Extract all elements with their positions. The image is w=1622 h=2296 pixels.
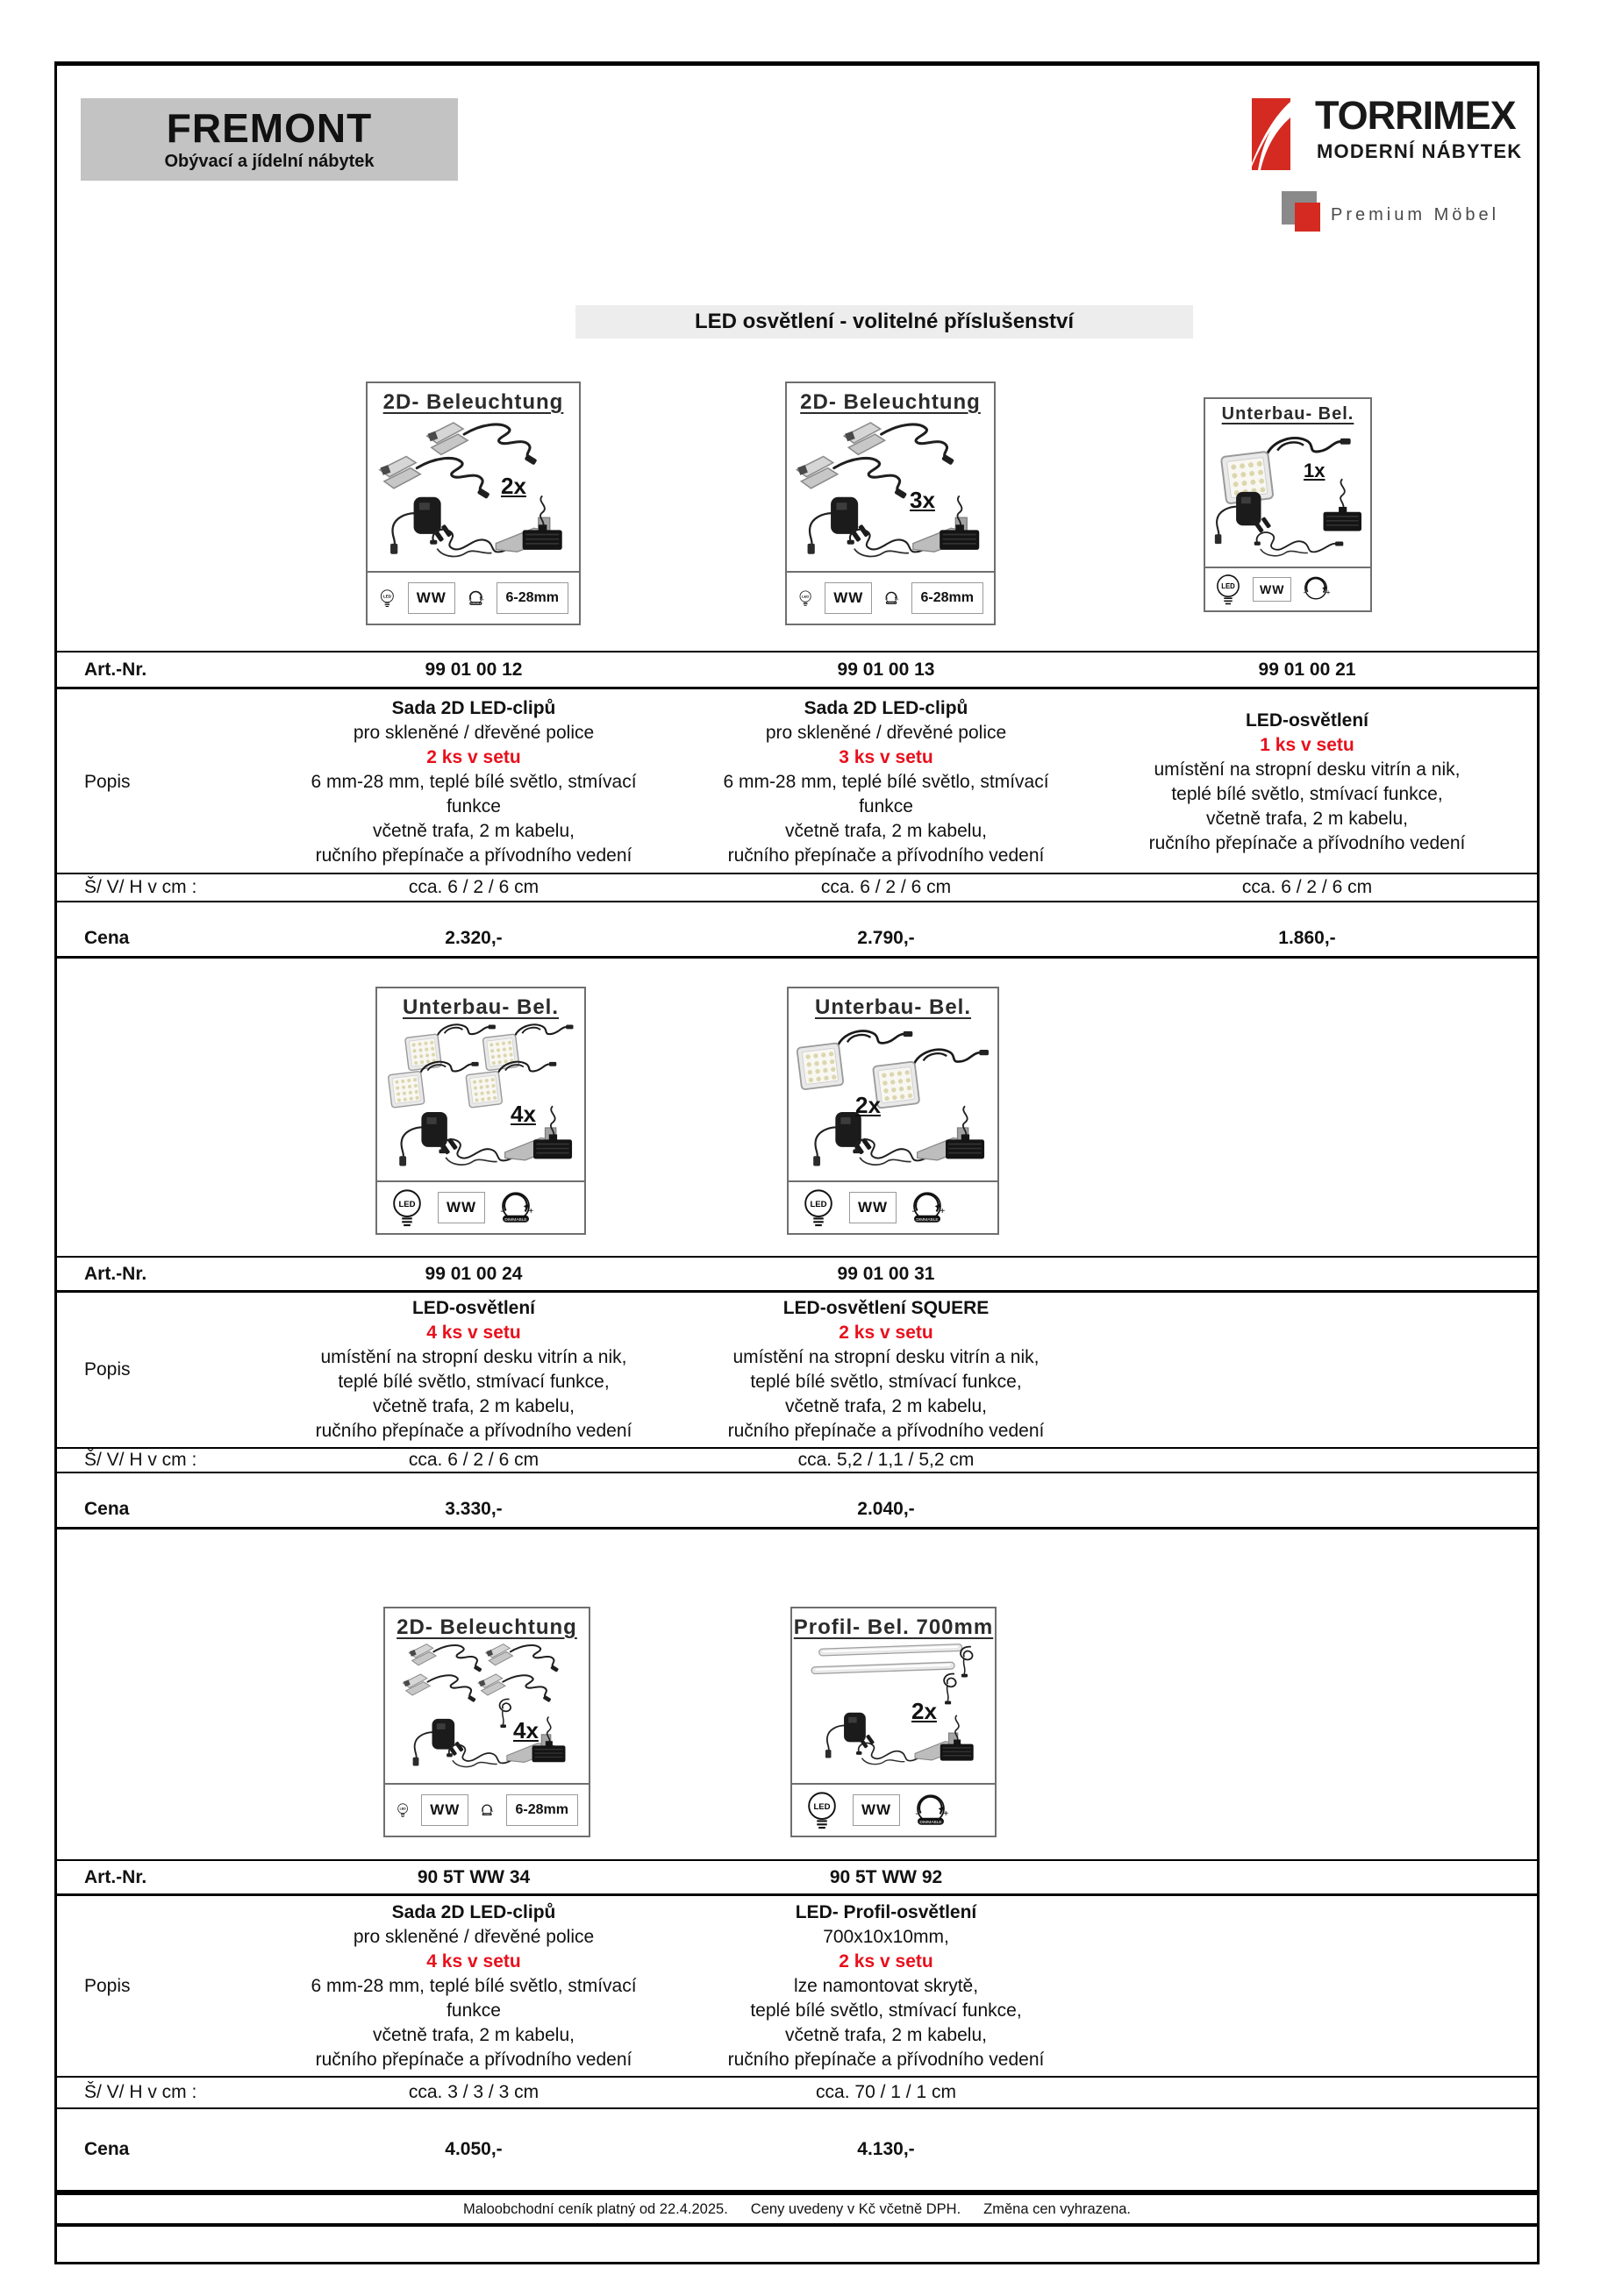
dimensions-label: Š/ V/ H v cm : <box>84 877 197 897</box>
svg-text:-: - <box>1304 587 1306 596</box>
price-value: 4.050,- <box>445 2139 503 2159</box>
quantity-label: 2x <box>855 1092 881 1118</box>
dimensions-value: cca. 5,2 / 1,1 / 5,2 cm <box>797 1450 975 1470</box>
product-name: Sada 2D LED-clipů <box>391 698 556 718</box>
feature-icons <box>787 571 994 624</box>
product-description <box>1079 692 1535 873</box>
led-bulb-icon <box>396 1790 410 1830</box>
brand-subtitle: Obývací a jídelní nábytek <box>164 152 375 171</box>
product-name: Sada 2D LED-clipů <box>391 1901 556 1922</box>
dimmable-icon <box>911 1790 950 1830</box>
led-bulb-icon <box>797 578 813 618</box>
svg-text:DIMMABLE: DIMMABLE <box>887 603 897 605</box>
art-nr-value: 99 01 00 12 <box>425 659 523 680</box>
product-image-title: Profil- Bel. 700mm <box>793 1615 994 1639</box>
description-line: včetně trafa, 2 m kabelu, <box>785 1396 987 1416</box>
price-label: Cena <box>84 2139 130 2159</box>
set-count: 3 ks v setu <box>839 747 933 767</box>
product-description <box>640 1896 1132 2076</box>
description-line: včetně trafa, 2 m kabelu, <box>373 821 575 841</box>
description-line: teplé bílé světlo, stmívací funkce, <box>1171 784 1443 804</box>
art-nr-value: 99 01 00 21 <box>1258 659 1356 680</box>
dimmable-icon <box>883 578 899 618</box>
price-value: 2.790,- <box>857 928 915 948</box>
dimmable-icon <box>480 1790 494 1830</box>
svg-text:DIMMABLE: DIMMABLE <box>919 1820 942 1825</box>
product-illustration <box>1205 424 1370 567</box>
price-value: 3.330,- <box>445 1499 503 1519</box>
led-bulb-icon <box>388 1187 426 1228</box>
product-image-box <box>375 987 586 1235</box>
description-line: ručního přepínače a přívodního vedení <box>315 845 632 866</box>
quantity-label: 2x <box>501 473 526 499</box>
description-line: funkce <box>447 2000 501 2021</box>
art-nr-value: 99 01 00 13 <box>837 659 935 680</box>
description-line: ručního přepínače a přívodního vedení <box>315 1421 632 1441</box>
footer-validity: Maloobchodní ceník platný od 22.4.2025. <box>462 2200 728 2217</box>
art-nr-row <box>56 1256 1538 1293</box>
description-line: včetně trafa, 2 m kabelu, <box>373 2024 575 2045</box>
product-name: LED-osvětlení SQUERE <box>782 1298 990 1318</box>
price-value: 1.860,- <box>1278 928 1336 948</box>
description-line: ručního přepínače a přívodního vedení <box>315 2049 632 2070</box>
svg-text:-: - <box>468 598 470 603</box>
brand-name: FREMONT <box>166 105 373 151</box>
description-line: funkce <box>859 796 913 816</box>
svg-text:DIMMABLE: DIMMABLE <box>916 1217 939 1223</box>
description-line: včetně trafa, 2 m kabelu, <box>785 821 987 841</box>
description-line: 6 mm-28 mm, teplé bílé světlo, stmívací <box>723 772 1049 792</box>
feature-icons <box>792 1783 995 1836</box>
led-bulb-icon <box>378 578 397 618</box>
dimensions-row <box>56 2076 1538 2109</box>
dimensions-value: cca. 70 / 1 / 1 cm <box>816 2082 956 2102</box>
set-count: 1 ks v setu <box>1260 735 1354 755</box>
product-image-box <box>383 1607 590 1837</box>
product-name: LED-osvětlení <box>411 1298 536 1318</box>
set-count: 2 ks v setu <box>426 747 521 767</box>
warm-white-icon: WW <box>1253 577 1291 602</box>
svg-text:+: + <box>897 596 899 602</box>
quantity-label: 4x <box>513 1717 539 1743</box>
price-row <box>56 1473 1538 1529</box>
price-value: 2.320,- <box>445 928 503 948</box>
svg-text:-: - <box>885 596 887 602</box>
description-line: umístění na stropní desku vitrín a nik, <box>1154 759 1461 780</box>
product-name: LED- Profil-osvětlení <box>795 1901 977 1922</box>
svg-text:+: + <box>943 1808 949 1820</box>
description-label: Popis <box>84 1359 131 1380</box>
price-row <box>56 2109 1538 2190</box>
dimensions-value: cca. 6 / 2 / 6 cm <box>820 877 952 897</box>
warm-white-icon: WW <box>853 1794 900 1826</box>
dimmable-icon <box>467 578 485 618</box>
set-count: 4 ks v setu <box>426 1950 521 1972</box>
description-line: lze namontovat skrytě, <box>793 1975 979 1996</box>
product-illustration <box>787 415 994 571</box>
dimensions-value: cca. 6 / 2 / 6 cm <box>408 877 539 897</box>
feature-icons <box>1205 567 1370 610</box>
product-illustration <box>792 1640 995 1783</box>
warm-white-icon: WW <box>849 1192 897 1223</box>
logo-swoosh-icon <box>1252 98 1290 170</box>
dimensions-value: cca. 3 / 3 / 3 cm <box>408 2082 539 2102</box>
svg-text:LED: LED <box>1221 582 1235 591</box>
dimensions-row <box>56 873 1538 902</box>
dimensions-label: Š/ V/ H v cm : <box>84 1450 197 1470</box>
product-illustration <box>789 1020 997 1180</box>
description-line: ručního přepínače a přívodního vedení <box>727 1421 1045 1441</box>
warm-white-icon: WW <box>825 582 872 614</box>
feature-icons <box>377 1180 584 1233</box>
price-label: Cena <box>84 928 130 948</box>
svg-text:-: - <box>915 1808 919 1820</box>
price-value: 4.130,- <box>857 2139 915 2159</box>
description-label: Popis <box>84 1975 131 1996</box>
footer-vat-note: Ceny uvedeny v Kč včetně DPH. <box>750 2200 961 2217</box>
description-line: 6 mm-28 mm, teplé bílé světlo, stmívací <box>311 1975 637 1996</box>
svg-text:-: - <box>911 1206 916 1217</box>
svg-text:LED: LED <box>398 1200 416 1210</box>
art-nr-label: Art.-Nr. <box>84 659 147 680</box>
svg-text:LED: LED <box>802 594 810 599</box>
set-count: 2 ks v setu <box>839 1950 933 1972</box>
feature-icons <box>385 1783 589 1836</box>
dimmable-icon <box>497 1187 535 1228</box>
svg-text:-: - <box>481 1808 483 1814</box>
art-nr-label: Art.-Nr. <box>84 1866 147 1887</box>
svg-text:+: + <box>940 1206 946 1217</box>
product-image-title: 2D- Beleuchtung <box>397 1615 577 1639</box>
description-line: umístění na stropní desku vitrín a nik, <box>320 1347 627 1367</box>
svg-text:LED: LED <box>813 1802 831 1813</box>
description-line: včetně trafa, 2 m kabelu, <box>1206 809 1408 829</box>
description-line: teplé bílé světlo, stmívací funkce, <box>750 1372 1022 1392</box>
product-image-box <box>790 1607 997 1837</box>
dimensions-label: Š/ V/ H v cm : <box>84 2082 197 2102</box>
product-name: Sada 2D LED-clipů <box>804 698 968 718</box>
art-nr-row <box>56 1859 1538 1896</box>
dimensions-value: cca. 6 / 2 / 6 cm <box>1241 877 1373 897</box>
svg-text:LED: LED <box>382 594 391 599</box>
product-description <box>640 1293 1132 1447</box>
dimensions-row <box>56 1447 1538 1473</box>
product-illustration <box>385 1640 589 1783</box>
description-line: 6 mm-28 mm, teplé bílé světlo, stmívací <box>311 772 637 792</box>
thickness-range-icon: 6-28mm <box>497 582 568 614</box>
art-nr-value: 99 01 00 24 <box>425 1263 523 1284</box>
product-image-box <box>1204 397 1372 612</box>
svg-text:+: + <box>491 1808 494 1814</box>
description-line: umístění na stropní desku vitrín a nik, <box>732 1347 1040 1367</box>
svg-text:DIMMABLE: DIMMABLE <box>482 1814 492 1816</box>
svg-text:DIMMABLE: DIMMABLE <box>470 603 482 606</box>
price-row <box>56 902 1538 959</box>
description-line: ručního přepínače a přívodního vedení <box>1148 833 1466 853</box>
logo-name: TORRIMEX <box>1315 93 1516 138</box>
product-subtitle: pro skleněné / dřevěné police <box>353 723 595 743</box>
dimmable-icon <box>908 1187 947 1228</box>
description-row <box>56 1293 1538 1447</box>
price-label: Cena <box>84 1499 130 1519</box>
description-label: Popis <box>84 772 131 792</box>
premium-tagline: Premium Möbel <box>1331 205 1500 225</box>
svg-text:DIMMABLE: DIMMABLE <box>504 1217 527 1223</box>
logo-subtitle: MODERNÍ NÁBYTEK <box>1317 140 1523 162</box>
warm-white-icon: WW <box>408 582 455 614</box>
quantity-label: 4x <box>511 1101 536 1127</box>
svg-text:-: - <box>500 1206 504 1217</box>
art-nr-value: 90 5T WW 92 <box>829 1866 943 1887</box>
description-line: včetně trafa, 2 m kabelu, <box>373 1396 575 1416</box>
footer-note <box>54 2195 1540 2227</box>
description-line: funkce <box>447 796 501 816</box>
art-nr-value: 99 01 00 31 <box>837 1263 935 1284</box>
warm-white-icon: WW <box>438 1192 485 1223</box>
page-title: LED osvětlení - volitelné příslušenství <box>575 305 1193 339</box>
led-bulb-icon <box>799 1187 838 1228</box>
thickness-range-icon: 6-28mm <box>911 582 983 614</box>
description-line: teplé bílé světlo, stmívací funkce, <box>338 1372 610 1392</box>
svg-text:+: + <box>528 1206 534 1217</box>
feature-icons <box>368 571 579 624</box>
svg-text:+: + <box>481 598 484 603</box>
description-row <box>56 1896 1538 2076</box>
led-bulb-icon <box>1212 573 1244 606</box>
thickness-range-icon: 6-28mm <box>506 1794 578 1826</box>
product-image-title: Unterbau- Bel. <box>814 995 971 1019</box>
description-row <box>56 692 1538 873</box>
product-subtitle: pro skleněné / dřevěné police <box>353 1926 595 1947</box>
product-illustration <box>368 415 579 571</box>
brand-box <box>81 98 458 181</box>
feature-icons <box>789 1180 997 1233</box>
footer-disclaimer: Změna cen vyhrazena. <box>983 2200 1132 2217</box>
product-subtitle: 700x10x10mm, <box>823 1926 949 1947</box>
product-subtitle: pro skleněné / dřevěné police <box>765 723 1007 743</box>
quantity-label: 1x <box>1304 460 1325 481</box>
set-count: 2 ks v setu <box>839 1323 933 1343</box>
warm-white-icon: WW <box>421 1794 468 1826</box>
description-line: ručního přepínače a přívodního vedení <box>727 2049 1045 2070</box>
description-line: teplé bílé světlo, stmívací funkce, <box>750 2000 1022 2021</box>
description-line: včetně trafa, 2 m kabelu, <box>785 2024 987 2045</box>
product-image-title: Unterbau- Bel. <box>1221 404 1354 424</box>
art-nr-value: 90 5T WW 34 <box>417 1866 531 1887</box>
art-nr-row <box>56 651 1538 689</box>
product-name: LED-osvětlení <box>1245 710 1369 731</box>
dimmable-icon <box>1300 573 1332 606</box>
svg-text:LED: LED <box>399 1807 406 1811</box>
company-logo <box>1250 93 1540 237</box>
led-bulb-icon <box>803 1790 841 1830</box>
product-image-title: Unterbau- Bel. <box>402 995 559 1019</box>
quantity-label: 2x <box>911 1698 937 1724</box>
product-image-box <box>785 381 996 625</box>
product-image-title: 2D- Beleuchtung <box>800 390 981 414</box>
svg-text:LED: LED <box>810 1200 827 1210</box>
product-image-title: 2D- Beleuchtung <box>382 390 564 414</box>
set-count: 4 ks v setu <box>426 1323 521 1343</box>
product-image-box <box>366 381 581 625</box>
product-image-box <box>787 987 999 1235</box>
price-value: 2.040,- <box>857 1499 915 1519</box>
premium-red-square-icon <box>1295 203 1320 232</box>
product-description <box>640 692 1132 873</box>
dimensions-value: cca. 6 / 2 / 6 cm <box>408 1450 539 1470</box>
art-nr-label: Art.-Nr. <box>84 1263 147 1284</box>
description-line: ručního přepínače a přívodního vedení <box>727 845 1045 866</box>
quantity-label: 3x <box>910 487 935 513</box>
svg-text:+: + <box>1325 587 1332 596</box>
product-illustration <box>377 1020 584 1180</box>
